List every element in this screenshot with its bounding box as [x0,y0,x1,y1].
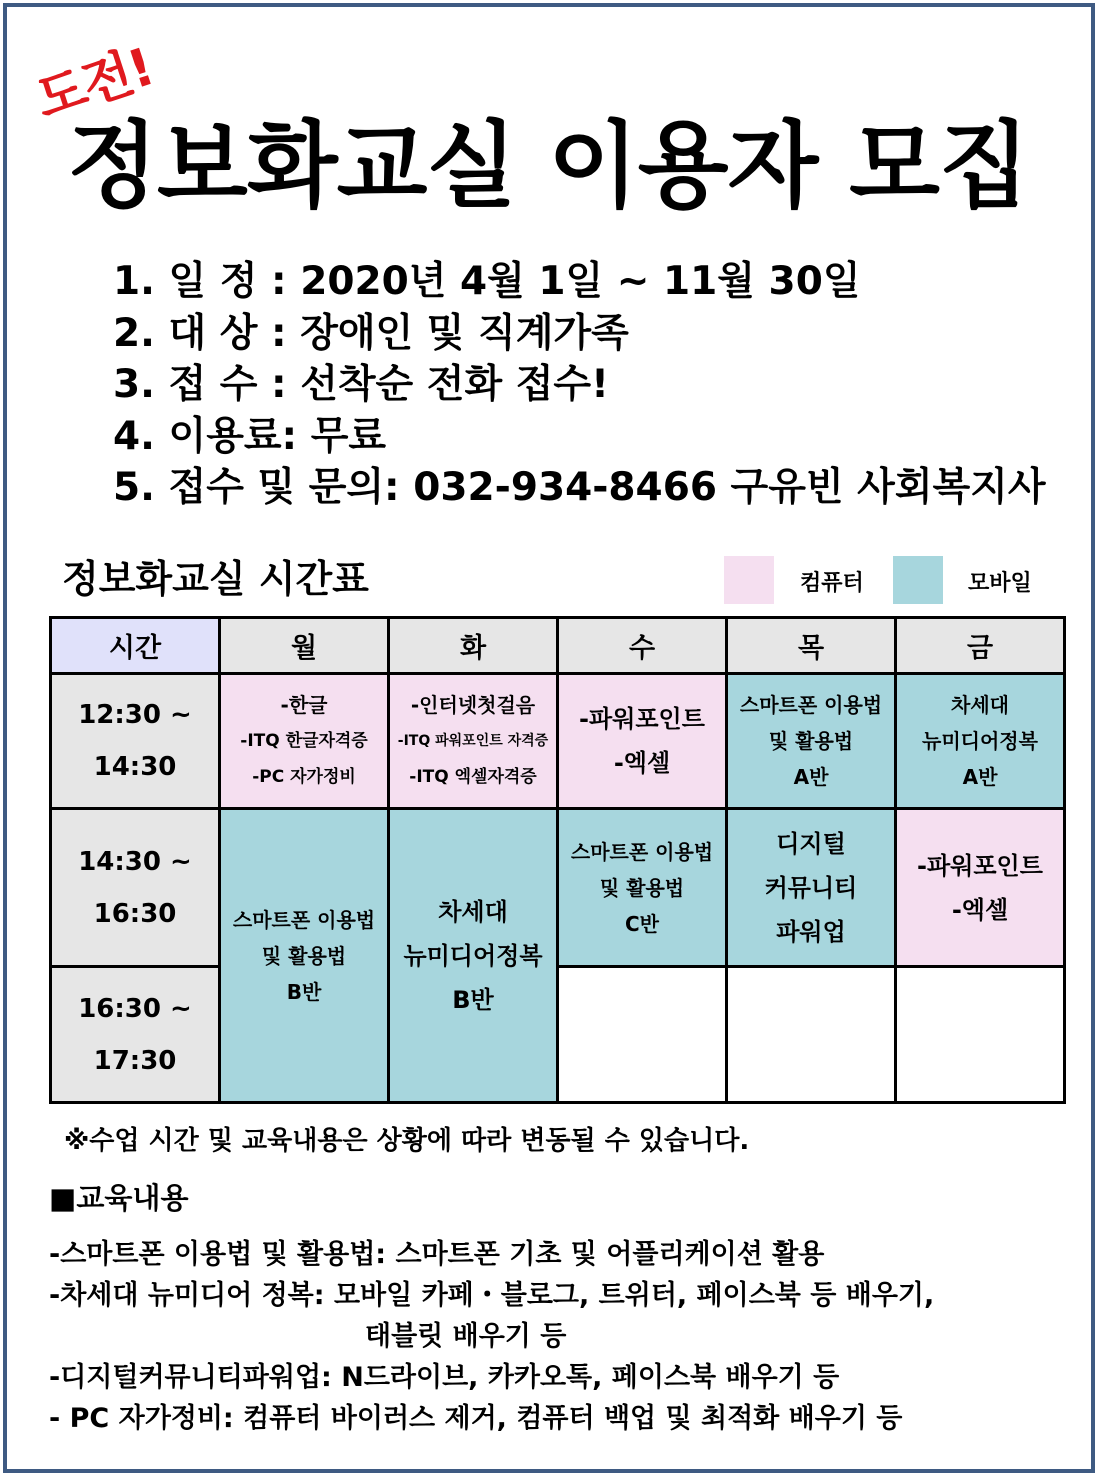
time-slot-2: 14:30 ~ 16:30 [51,809,220,967]
info-schedule: 1. 일 정 : 2020년 4월 1일 ~ 11월 30일 [113,259,861,304]
timetable-header-row [51,618,1065,674]
challenge-badge: 도전! [28,37,160,132]
empty-wed-3 [558,967,727,1103]
legend-mobile-label: 모바일 [968,571,1032,596]
time-slot-3: 16:30 ~ 17:30 [51,967,220,1103]
education-item-smartphone: -스마트폰 이용법 및 활용법: 스마트폰 기초 및 어플리케이션 활용 [49,1239,825,1270]
class-tue-2: 차세대 뉴미디어정복 B반 [389,809,558,1103]
schedule-note: ※수업 시간 및 교육내용은 상황에 따라 변동될 수 있습니다. [64,1126,750,1156]
page-title: 정보화교실 이용자 모집 [67,112,1029,221]
empty-fri-3 [896,967,1065,1103]
class-thu-2: 디지털 커뮤니티 파워업 [727,809,896,967]
header-time: 시간 [51,618,220,674]
education-item-pc: - PC 자가정비: 컴퓨터 바이러스 제거, 컴퓨터 백업 및 최적화 배우기 등 [49,1403,903,1434]
legend-computer-swatch [724,556,774,604]
header-fri: 금 [896,618,1065,674]
info-registration: 3. 접 수 : 선착순 전화 접수! [113,362,609,407]
timetable [49,616,1066,1104]
class-mon-2: 스마트폰 이용법 및 활용법 B반 [220,809,389,1103]
education-heading: ■교육내용 [49,1181,189,1215]
header-wed: 수 [558,618,727,674]
info-fee: 4. 이용료: 무료 [113,413,387,459]
education-list [49,1234,934,1439]
time-slot-1: 12:30 ~ 14:30 [51,674,220,809]
info-target: 2. 대 상 : 장애인 및 직계가족 [113,310,629,356]
legend-mobile-swatch [893,556,943,604]
class-fri-2: -파워포인트 -엑셀 [896,809,1065,967]
education-item-newmedia: -차세대 뉴미디어 정복: 모바일 카페・블로그, 트위터, 페이스북 등 배우기, [49,1280,935,1311]
timetable-row-1 [51,674,1065,809]
timetable-row-3 [51,967,1065,1103]
class-fri-1: 차세대 뉴미디어정복 A반 [896,674,1065,809]
class-wed-1: -파워포인트 -엑셀 [558,674,727,809]
class-tue-1: -인터넷첫걸음 -ITQ 파워포인트 자격증 -ITQ 엑셀자격증 [389,674,558,809]
info-list [113,256,1046,514]
header-thu: 목 [727,618,896,674]
header-mon: 월 [220,618,389,674]
timetable-title: 정보화교실 시간표 [62,557,369,601]
timetable-row-2 [51,809,1065,967]
class-thu-1: 스마트폰 이용법 및 활용법 A반 [727,674,896,809]
info-contact: 5. 접수 및 문의: 032-934-8466 구유빈 사회복지사 [113,465,1046,510]
legend-computer-label: 컴퓨터 [800,571,864,596]
header-tue: 화 [389,618,558,674]
education-item-newmedia-cont: 태블릿 배우기 등 [365,1321,567,1352]
class-mon-1: -한글 -ITQ 한글자격증 -PC 자가정비 [220,674,389,809]
class-wed-2: 스마트폰 이용법 및 활용법 C반 [558,809,727,967]
education-item-community: -디지털커뮤니티파워업: N드라이브, 카카오톡, 페이스북 배우기 등 [49,1362,840,1393]
empty-thu-3 [727,967,896,1103]
